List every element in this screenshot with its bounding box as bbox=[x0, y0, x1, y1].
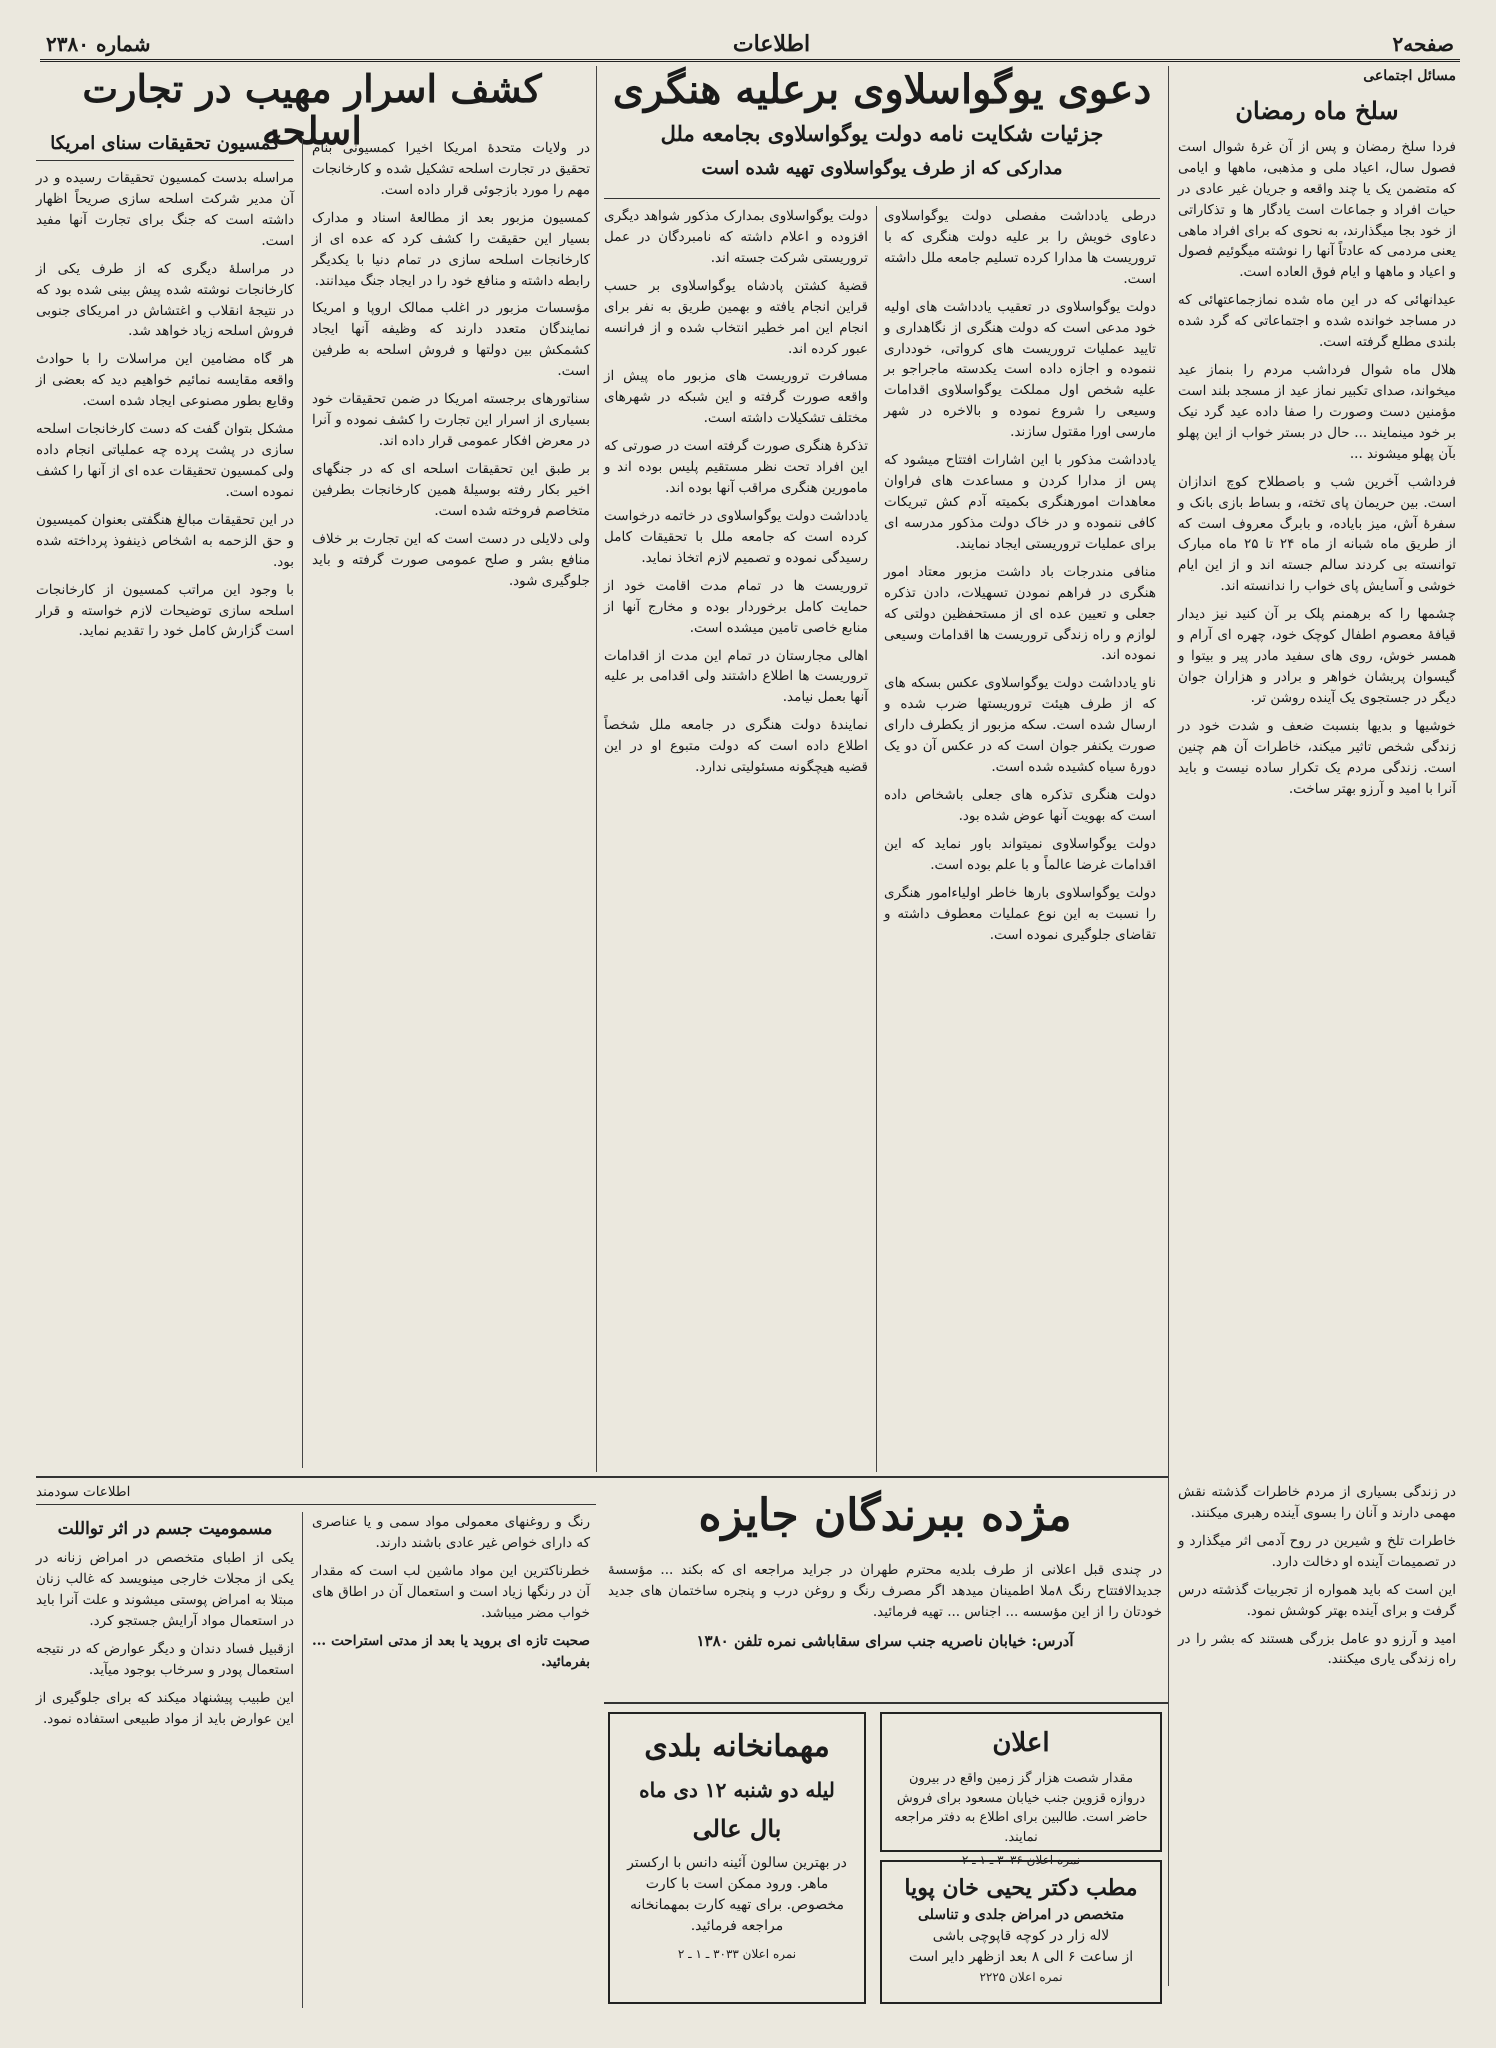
left-story-column-a-body bbox=[312, 138, 590, 591]
useful-info-label: اطلاعات سودمند bbox=[36, 1484, 131, 1500]
left-story-headline: کشف اسرار مهیب در تجارت اسلحه bbox=[82, 66, 542, 153]
center-story-headline: دعوی یوگواسلاوی برعلیه هنگری bbox=[612, 66, 1152, 113]
paragraph: مشکل بتوان گفت که دست کارخانجات اسلحه سازی در پشت پرده چه عملیاتی انجام داده ولی کمسیون تحقیقات عده ای از آنها را کشف نموده است. bbox=[36, 421, 294, 500]
paragraph: دولت هنگری تذکره های جعلی باشخاص داده است که بهویت آنها عوض شده بود. bbox=[884, 786, 1156, 824]
paragraph: هلال ماه شوال فرداشب مردم را بنماز عید میخواند، صدای تکبیر نماز عید از مسجد بلند است مؤمنین دست وصورت را صفا داده عید گرد نیک بر خود مینمایند ... حال در بستر خواب از این پهلو بآن پهلو میشوند ... bbox=[1178, 362, 1456, 462]
notice-ad-ref: نمره اعلان ۳۰۳۶ ـ ۱ ـ ۲ bbox=[961, 1853, 1081, 1867]
bottom-left-article bbox=[312, 1512, 590, 2008]
page-label: صفحه۲ bbox=[1392, 31, 1454, 56]
prize-ad-title: مژده ببرندگان جایزه bbox=[698, 1490, 1072, 1541]
paragraph: ولی دلایلی در دست است که این تجارت بر خلاف منافع بشر و صلح عمومی صورت گرفته و باید جلوگیری شود. bbox=[312, 530, 590, 589]
doctor-ad-subtitle: متخصص در امراض جلدی و تناسلی bbox=[917, 1907, 1125, 1923]
paragraph: مؤسسات مزبور در اغلب ممالک اروپا و امریکا نمایندگان متعدد دارند که وظیفه آنها ایجاد کشمکش بین دولتها و فروش اسلحه به طرفین است. bbox=[312, 300, 590, 380]
paragraph: دولت یوگواسلاوی بارها خاطر اولیاءامور هنگری را نسبت به این نوع عملیات معطوف داشته و تقاضای جلوگیری نموده است. bbox=[884, 884, 1156, 943]
left-story-column-a bbox=[312, 138, 590, 1468]
hotel-ad-date: لیله دو شنبه ۱۲ دی ماه bbox=[639, 1778, 835, 1802]
paragraph: منافی مندرجات باد داشت مزبور معتاد امور هنگری در فراهم نمودن تسهیلات، دادن تذکره جعلی و تعیین عده ای از مستحفظین دولتی که لوازم و راه زندگی تروریست ها اقدامات وسیعی نموده اند. bbox=[884, 563, 1156, 664]
left-footer-label-wrap bbox=[36, 1482, 596, 1502]
paper-name: اطلاعات bbox=[732, 30, 811, 57]
paragraph: تذکرهٔ هنگری صورت گرفته است در صورتی که این افراد تحت نظر مستقیم پلیس بوده اند و مامورین هنگری مراقب آنها بوده اند. bbox=[604, 438, 868, 497]
column-divider bbox=[596, 66, 597, 1472]
hotel-ad bbox=[608, 1712, 866, 2004]
paragraph: چشمها را که برهمنم پلک بر آن کنید نیز دیدار قیافهٔ معصوم اطفال کوچک خود، چهره ای آرام و همسر خوش، روی های سفید مادر پیر و بیتوا و گیسوان پریشان خواهر و برادر و هزاران جوان دیگر در جستجوی یک آینده روشن تر. bbox=[1178, 606, 1456, 706]
poison-article bbox=[36, 1512, 294, 2008]
paragraph: درطی یادداشت مفصلی دولت یوگواسلاوی دعاوی خویش را بر علیه دولت هنگری که با تروریست ها مدارا کرده تسلیم جامعه ملل داشته است. bbox=[884, 208, 1156, 287]
doctor-ad bbox=[880, 1860, 1162, 2004]
column-divider bbox=[302, 1512, 303, 2008]
masthead bbox=[40, 28, 1460, 62]
prize-ad bbox=[608, 1482, 1162, 1698]
bottom-right-column bbox=[1178, 1482, 1456, 2002]
center-story-deck: جزئیات شکایت نامه دولت یوگواسلاوی بجامعه ملل bbox=[660, 121, 1104, 146]
hotel-ad-title: مهمانخانه بلدی bbox=[644, 1729, 830, 1764]
prize-ad-text: در چندی قبل اعلانی از طرف بلدیه محترم طهران در جراید مراجعه ای که بکند ... مؤسسهٔ جدیدالافتتاح رنگ ۸ملا اطمینان میدهد اگر مصرف رنگ و روغن درب و پنجره ساختمان های جدید خودتان را از این مؤسسه ... اجناس ... تهیه فرمائید. bbox=[608, 1562, 1162, 1621]
paragraph: خطرناکترین این مواد ماشین لب است که مقدار آن در رنگها زیاد است و استعمال آن در اطاق های خواب مضر میباشد. bbox=[312, 1562, 590, 1621]
notice-ad bbox=[880, 1712, 1162, 1867]
bottom-right-body bbox=[1178, 1482, 1456, 1670]
center-story-header bbox=[604, 68, 1160, 218]
column-divider bbox=[876, 206, 877, 1472]
paragraph: سناتورهای برجسته امریکا در ضمن تحقیقات خود بسیاری از اسرار این تجارت را کشف نموده و آنرا در معرض افکار عمومی قرار داده اند. bbox=[312, 391, 590, 449]
paragraph: در ولایات متحدهٔ امریکا اخیرا کمسیونی بنام تحقیق در تجارت اسلحه تشکیل شده و کارخانجات مهم را مورد بازجوئی قرار داده است. bbox=[312, 140, 590, 198]
issue-label: شماره ۲۳۸۰ bbox=[46, 31, 151, 56]
poison-article-body bbox=[36, 1548, 294, 1729]
left-story-kicker: کمسیون تحقیقات سنای امریکا bbox=[50, 133, 280, 154]
paragraph: خوشیها و بدیها بنسبت ضعف و شدت خود در زندگی شخص تاثیر میکند، خاطرات آن هم چنین است. زندگی مردم یک تکرار ساده نیست و باید آنرا با امید و آرزو بهتر ساخت. bbox=[1178, 717, 1456, 797]
left-story-kicker-wrap bbox=[36, 130, 294, 156]
column-divider bbox=[1168, 66, 1169, 1986]
column-divider bbox=[302, 138, 303, 1468]
paragraph: هر گاه مضامین این مراسلات را با حوادث واقعه مقایسه نمائیم خواهیم دید که بعضی از وقایع بطور مصنوعی ایجاد شده است. bbox=[36, 351, 294, 410]
paragraph: کمسیون مزبور بعد از مطالعهٔ اسناد و مدارک بسیار این حقیقت را کشف کرد که عده ای از کارخانجات اسلحه سازی در تمام دنیا با یکدیگر رابطه داشته و منافع خود را در ایجاد جنگ میدانند. bbox=[312, 209, 590, 289]
notice-ad-text: مقدار شصت هزار گز زمین واقع در بیرون دروازه قزوین جنب خیابان مسعود برای فروش حاضر است. طالبین برای اطلاع به دفتر مراجعه نمایند. bbox=[894, 1771, 1148, 1845]
bottom-left-footer: صحبت تازه ای بروید یا بعد از مدتی استراحت ... بفرمائید. bbox=[312, 1632, 590, 1670]
ramadan-article-body bbox=[1178, 137, 1456, 800]
prize-ad-address: آدرس: خیابان ناصریه جنب سرای سقاباشی نمره تلفن ۱۳۸۰ bbox=[696, 1631, 1074, 1650]
paragraph: با وجود این مراتب کمسیون از کارخانجات اسلحه سازی توضیحات لازم خواسته و قرار است گزارش کامل خود را تقدیم نماید. bbox=[36, 581, 294, 640]
left-story-column-b bbox=[36, 168, 294, 1468]
doctor-ad-title: مطب دکتر یحیی خان پویا bbox=[904, 1875, 1138, 1901]
paragraph: عیدانهائی که در این ماه شده نمازجماعتهائی که در مساجد خوانده شده و اجتماعاتی که گرد شده بلندی مطلع گرفته است. bbox=[1178, 292, 1456, 351]
paragraph: مسافرت تروریست های مزبور ماه پیش از واقعه صورت گرفته و این شبکه در شهرهای مختلف تشکیلات داشته است. bbox=[604, 368, 868, 427]
paragraph: دولت یوگواسلاوی در تعقیب یادداشت های اولیه خود مدعی است که دولت هنگری از نگاهداری و تایید عملیات تروریست های کرواتی، خودداری ننموده و اجازه داده است یکدسته ماجراجو بر علیه شخص اول مملکت یوگواسلاوی اقدامات وسیعی را شروع نموده و بالاخره در شهر مارسی اورا مقتول سازند. bbox=[884, 298, 1156, 441]
center-story-column-b-body bbox=[604, 206, 868, 778]
divider bbox=[604, 1702, 1168, 1704]
paragraph: نمایندهٔ دولت هنگری در جامعه ملل شخصاً اطلاع داده است که دولت متبوع او در این قضیه هیچگونه مسئولیتی ندارد. bbox=[604, 717, 868, 776]
header-divider bbox=[604, 198, 1160, 199]
hotel-ad-ref: نمره اعلان ۳۰۳۳ ـ ۱ ـ ۲ bbox=[677, 1947, 797, 1961]
center-story-column-b bbox=[604, 206, 868, 1474]
paragraph: در مراسلهٔ دیگری که از طرف یکی از کارخانجات نوشته شده پیش بینی شده بود که در نتیجهٔ انقلاب و اغتشاش در امریکای جنوبی فروش اسلحه زیاد خواهد شد. bbox=[36, 260, 294, 340]
paragraph: فرداشب آخرین شب و باصطلاح کوچ اندازان است. بین حریمان پای تخته، و بساط بازی بانک و سفرهٔ آش، میز بایاده، و بابرگ معروف است که از طریق ماه شبانه از ماه ۲۴ تا ۲۵ ماه مبارک توانسته بی کردند سالم جسته اند و از این ایام خوشی و آسایش پای خواب را ندانسته اند. bbox=[1178, 473, 1456, 595]
ad-section-divider bbox=[36, 1476, 1168, 1478]
paragraph: اهالی مجارستان در تمام این مدت از اقدامات تروریست ها اطلاع داشتند ولی اقدامی بر علیه آنها بعمل نیامد. bbox=[604, 647, 868, 706]
paragraph: مراسله بدست کمسیون تحقیقات رسیده و در آن مدیر شرکت اسلحه سازی صریحاً اظهار داشته است که جنگ برای تجارت آنها مفید است. bbox=[36, 170, 294, 249]
center-story-column-a-body bbox=[884, 206, 1156, 945]
paragraph: رنگ و روغنهای معمولی مواد سمی و یا عناصری که دارای خواص غیر عادی باشند دارند. bbox=[312, 1514, 590, 1551]
paragraph: ناو یادداشت دولت یوگواسلاوی عکس بسکه های که از طرف هیئت تروریستها ضرب شده و ارسال شده است. سکه مزبور از یکطرف دارای صورت یکنفر جوان است که در عکس آن دو یک دورهٔ سیاه کشیده شده است. bbox=[884, 675, 1156, 776]
doctor-ad-ref: نمره اعلان ۲۲۲۵ bbox=[979, 1970, 1063, 1984]
notice-ad-title: اعلان bbox=[992, 1728, 1050, 1758]
paragraph: این است که باید همواره از تجربیات گذشته درس گرفت و برای آینده بهتر کوشش نمود. bbox=[1178, 1581, 1456, 1619]
paragraph: دولت یوگواسلاوی نمیتواند باور نماید که این اقدامات غرضا عالماً و با علم بوده است. bbox=[884, 835, 1156, 873]
section-tag: مسائل اجتماعی bbox=[1363, 68, 1456, 84]
bottom-left-article-body bbox=[312, 1512, 590, 1624]
paragraph: این طبیب پیشنهاد میکند که برای جلوگیری از این عوارض باید از مواد طبیعی استفاده نمود. bbox=[36, 1689, 294, 1727]
doctor-ad-address: لاله زار در کوچه قاپوچی باشی bbox=[932, 1928, 1110, 1944]
paragraph: یادداشت دولت یوگواسلاوی در خاتمه درخواست کرده است که جامعه ملل با تحقیقات کامل رسیدگی نموده و تصمیم لازم اتخاذ نماید. bbox=[604, 507, 868, 566]
paragraph: در این تحقیقات مبالغ هنگفتی بعنوان کمیسیون و حق الزحمه به اشخاص ذینفوذ پرداخته شده بود. bbox=[36, 511, 294, 570]
paragraph: یادداشت مذکور با این اشارات افتتاح میشود که پس از مدارا کردن و مساعدت های فراوان معاهدات امورهنگری بکمیته آدم کش تبریکات کافی ننموده و در خاک دولت مذکور مدرسه ای برای عملیات تروریستی ایجاد نمایند. bbox=[884, 452, 1156, 552]
paragraph: بر طبق این تحقیقات اسلحه ای که در جنگهای اخیر بکار رفته بوسیلهٔ همین کارخانجات بطرفین متخاصم فروخته شده است. bbox=[312, 460, 590, 519]
divider bbox=[36, 1504, 596, 1505]
paragraph: یکی از اطبای متخصص در امراض زنانه در یکی از مجلات خارجی مینویسد که غالب زنان مبتلا به امراض پوستی میشوند و علت آنرا باید در استعمال مواد آرایش جستجو کرد. bbox=[36, 1550, 294, 1630]
paragraph: قضیهٔ کشتن پادشاه یوگواسلاوی بر حسب قراین انجام یافته و بهمین طریق به نفر برای انجام این امر خطیر انتخاب شده و از فرانسه عبور کرده اند. bbox=[604, 277, 868, 357]
center-story-column-a bbox=[884, 206, 1156, 1474]
paragraph: خاطرات تلخ و شیرین در روح آدمی اثر میگذارد و در تصمیمات آینده او دخالت دارد. bbox=[1178, 1532, 1456, 1570]
paragraph: در زندگی بسیاری از مردم خاطرات گذشته نقش مهمی دارند و آنان را بسوی آینده رهبری میکنند. bbox=[1178, 1484, 1456, 1521]
paragraph: ازقبیل فساد دندان و دیگر عوارض که در نتیجه استعمال پودر و سرخاب بوجود میآید. bbox=[36, 1641, 294, 1678]
paragraph: دولت یوگواسلاوی بمدارک مذکور شواهد دیگری افزوده و اعلام داشته که نامبردگان در عمل تروریستی شرکت جسته اند. bbox=[604, 208, 868, 266]
hotel-ad-details: در بهترین سالون آئینه دانس با ارکستر ماهر. ورود ممکن است با کارت مخصوص. برای تهیه کارت بمهمانخانه مراجعه فرمائید. bbox=[627, 1855, 847, 1934]
paragraph: تروریست ها در تمام مدت اقامت خود از حمایت کامل برخوردار بوده و مخارج آنها از منابع خاصی تامین میشده است. bbox=[604, 577, 868, 636]
center-story-subdeck: مدارکی که از طرف یوگواسلاوی تهیه شده است bbox=[701, 157, 1063, 179]
doctor-ad-hours: از ساعت ۶ الی ۸ بعد ازظهر دایر است bbox=[908, 1949, 1134, 1965]
kicker-divider bbox=[36, 160, 294, 161]
left-story-column-b-body bbox=[36, 168, 294, 642]
ramadan-article-title: سلخ ماه رمضان bbox=[1235, 95, 1399, 125]
right-column bbox=[1178, 66, 1456, 1468]
paragraph: امید و آرزو دو عامل بزرگی هستند که بشر را در راه زندگی یاری میکنند. bbox=[1178, 1630, 1456, 1668]
hotel-ad-event: بال عالی bbox=[692, 1814, 782, 1843]
paragraph: فردا سلخ رمضان و پس از آن غرهٔ شوال است فصول سال، اعیاد ملی و مذهبی، ماهها و ایامی که متضمن یک یا چند واقعه و جریان غیر عادی در حیات افراد و جماعات است یادگار ها و تذکاراتی از خود بجا میگذارند، به نحوی که برای افراد ماهی یعنی مردمی که عادتاً آنها را نوشته میگوئیم فصول و اعیاد و ماهها و ایام فوق العاده است. bbox=[1178, 138, 1456, 281]
poison-article-title: مسمومیت جسم در اثر تواللت bbox=[57, 1519, 273, 1539]
